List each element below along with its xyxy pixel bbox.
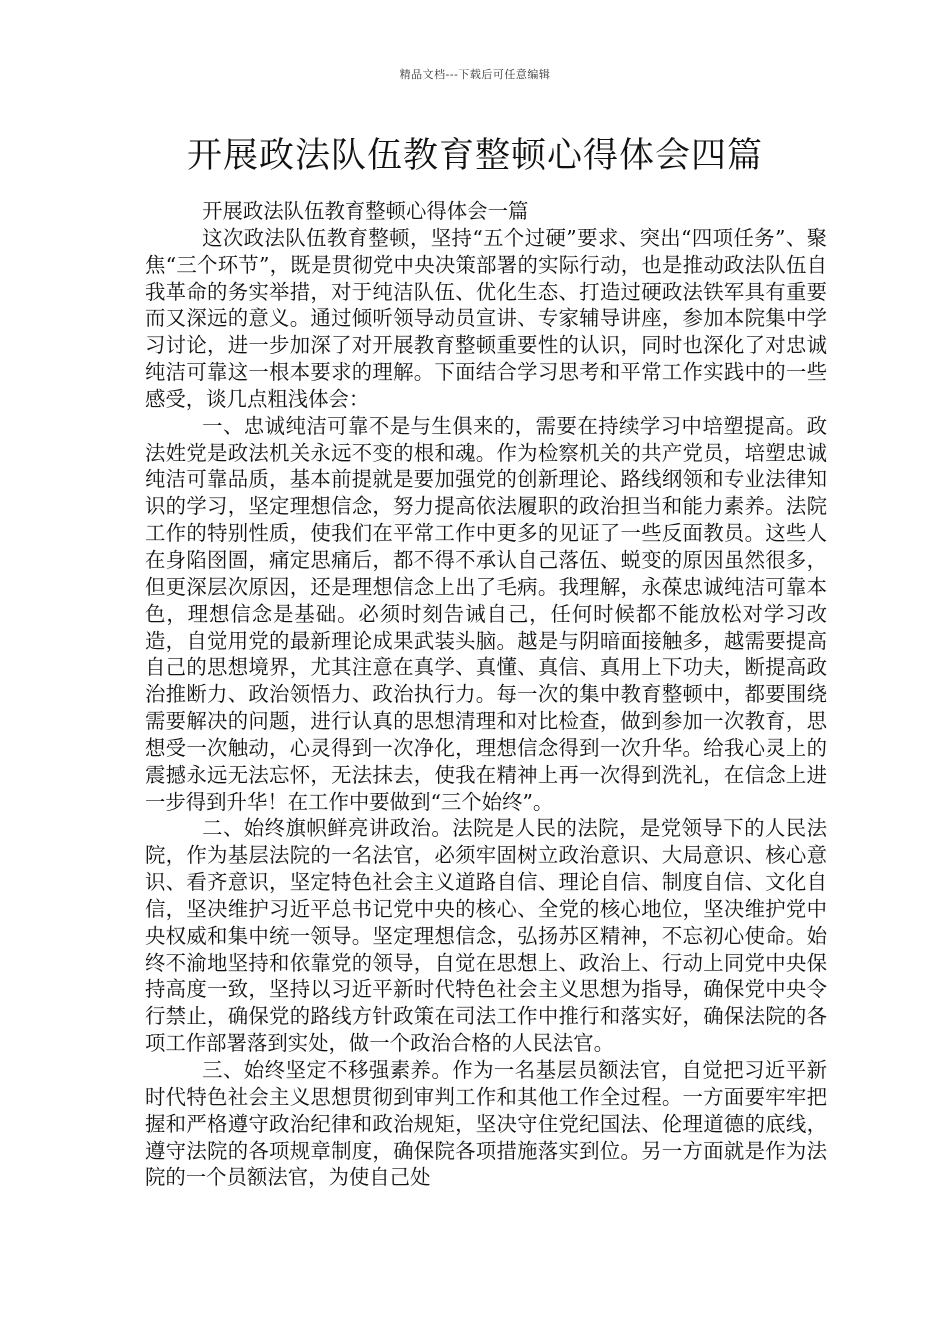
header-note: 精品文档---下载后可任意编辑: [399, 68, 551, 81]
document-title: 开展政法队伍教育整顿心得体会四篇: [186, 136, 763, 176]
paragraph-point-two: 二、始终旗帜鲜亮讲政治。法院是人民的法院，是党领导下的人民法院，作为基层法院的一名法官，必须牢固树立政治意识、大局意识、核心意识、看齐意识，坚定特色社会主义道路自信、理论自信、制度自信、文化自信，坚决维护习近平总书记党中央的核心、全党的核心地位，坚决维护党中央权威和集中统一领导。坚定理想信念，弘扬苏区精神，不忘初心使命。始终不渝地坚持和依靠党的领导，自觉在思想上、政治上、行动上同党中央保持高度一致，坚持以习近平新时代特色社会主义思想为指导，确保党中央令行禁止，确保党的路线方针政策在司法工作中推行和落实好，确保法院的各项工作部署落到实处，做一个政治合格的人民法官。: [145, 816, 827, 1056]
paragraph-intro: 这次政法队伍教育整顿，坚持“五个过硬”要求、突出“四项任务”、聚焦“三个环节”，既是贯彻党中央决策部署的实际行动，也是推动政法队伍自我革命的务实举措，对于纯洁队伍、优化生态、打造过硬政法铁军具有重要而又深远的意义。通过倾听领导动员宣讲、专家辅导讲座，参加本院集中学习讨论，进一步加深了对开展教育整顿重要性的认识，同时也深化了对忠诚纯洁可靠这一根本要求的理解。下面结合学习思考和平常工作实践中的一些感受，谈几点粗浅体会：: [145, 225, 827, 411]
document-body: [145, 198, 827, 1191]
paragraph-point-one: 一、忠诚纯洁可靠不是与生俱来的，需要在持续学习中培塑提高。政法姓党是政法机关永远不变的根和魂。作为检察机关的共产党员，培塑忠诚纯洁可靠品质，基本前提就是要加强党的创新理论、路线纲领和专业法律知识的学习，坚定理想信念，努力提高依法履职的政治担当和能力素养。法院工作的特别性质，使我们在平常工作中更多的见证了一些反面教员。这些人在身陷囹圄，痛定思痛后，都不得不承认自己落伍、蜕变的原因虽然很多，但更深层次原因，还是理想信念上出了毛病。我理解，永葆忠诚纯洁可靠本色，理想信念是基础。必须时刻告诫自己，任何时候都不能放松对学习改造，自觉用党的最新理论成果武装头脑。越是与阴暗面接触多，越需要提高自己的思想境界，尤其注意在真学、真懂、真信、真用上下功夫，断提高政治推断力、政治领悟力、政治执行力。每一次的集中教育整顿中，都要围绕需要解决的问题，进行认真的思想清理和对比检查，做到参加一次教育，思想受一次触动，心灵得到一次净化，理想信念得到一次升华。给我心灵上的震撼永远无法忘怀，无法抹去，使我在精神上再一次得到洗礼，在信念上进一步得到升华！在工作中要做到“三个始终”。: [145, 413, 827, 814]
section-subtitle: 开展政法队伍教育整顿心得体会一篇: [202, 199, 529, 223]
paragraph-point-three: 三、始终坚定不移强素养。作为一名基层员额法官，自觉把习近平新时代特色社会主义思想贯彻到审判工作和其他工作全过程。一方面要牢牢把握和严格遵守政治纪律和政治规矩，坚决守住党纪国法、伦理道德的底线，遵守法院的各项规章制度，确保院各项措施落实到位。另一方面就是作为法院的一个员额法官，为使自己处: [145, 1058, 827, 1190]
